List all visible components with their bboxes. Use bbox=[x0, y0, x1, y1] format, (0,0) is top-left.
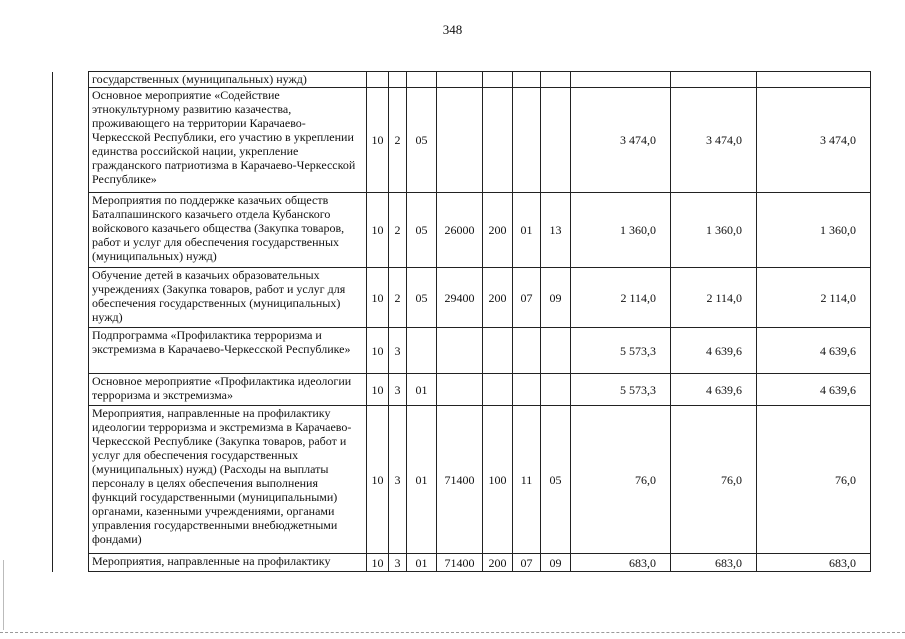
cell-code: 10 bbox=[367, 88, 389, 193]
cell-code bbox=[541, 374, 571, 406]
cell-code: 09 bbox=[541, 268, 571, 328]
table-row bbox=[53, 72, 871, 88]
table-row bbox=[53, 406, 871, 554]
cell-code: 200 bbox=[483, 554, 513, 572]
row-gutter bbox=[53, 554, 89, 572]
cell-code: 01 bbox=[513, 193, 541, 268]
cell-code bbox=[513, 88, 541, 193]
cell-amount: 1 360,0 bbox=[571, 193, 671, 268]
row-gutter bbox=[53, 328, 89, 374]
row-name: Мероприятия по поддержке казачьих обществ Баталпашинского казачьего отдела Кубанского войскового казачьего общества (Закупка товаров, работ и услуг для обеспечения государственных (муниципальных) нужд) bbox=[89, 193, 367, 268]
cell-code: 01 bbox=[407, 406, 437, 554]
cell-amount: 76,0 bbox=[671, 406, 757, 554]
cell-code bbox=[407, 328, 437, 374]
cell-code bbox=[389, 72, 407, 88]
cell-code: 3 bbox=[389, 406, 407, 554]
cell-code: 71400 bbox=[437, 554, 483, 572]
cell-code bbox=[513, 374, 541, 406]
cell-code bbox=[367, 72, 389, 88]
cell-code: 10 bbox=[367, 554, 389, 572]
table-row bbox=[53, 328, 871, 374]
row-gutter bbox=[53, 374, 89, 406]
cell-amount: 3 474,0 bbox=[571, 88, 671, 193]
budget-table bbox=[52, 71, 871, 572]
cell-amount: 4 639,6 bbox=[671, 328, 757, 374]
cell-code: 71400 bbox=[437, 406, 483, 554]
cell-code bbox=[483, 328, 513, 374]
cell-amount: 1 360,0 bbox=[757, 193, 871, 268]
cell-code: 10 bbox=[367, 374, 389, 406]
cell-code: 01 bbox=[407, 374, 437, 406]
row-name: государственных (муниципальных) нужд) bbox=[89, 72, 367, 88]
cell-code: 09 bbox=[541, 554, 571, 572]
cell-code: 13 bbox=[541, 193, 571, 268]
table-row bbox=[53, 268, 871, 328]
cell-code: 2 bbox=[389, 268, 407, 328]
row-name: Мероприятия, направленные на профилактику идеологии терроризма и экстремизма в Карачаево-Черкесской Республике (Закупка товаров, работ и услуг для обеспечения государственных (муниципальных) нужд) (Расходы на выплаты персоналу в целях обеспечения выполнения функций государственными (муниципальными) органами, казенными учреждениями, органами управления государственными внебюджетными фондами) bbox=[89, 406, 367, 554]
cell-code bbox=[483, 88, 513, 193]
cell-code: 10 bbox=[367, 193, 389, 268]
cell-code bbox=[437, 72, 483, 88]
cell-code bbox=[483, 374, 513, 406]
row-name: Мероприятия, направленные на профилактику bbox=[89, 554, 367, 572]
cell-code: 26000 bbox=[437, 193, 483, 268]
cell-code bbox=[437, 88, 483, 193]
cell-code: 2 bbox=[389, 88, 407, 193]
cell-code bbox=[483, 72, 513, 88]
table-row bbox=[53, 88, 871, 193]
row-gutter bbox=[53, 268, 89, 328]
row-name: Обучение детей в казачьих образовательных учреждениях (Закупка товаров, работ и услуг для обеспечения государственных (муниципальных) нужд) bbox=[89, 268, 367, 328]
cell-code bbox=[437, 328, 483, 374]
cell-code: 01 bbox=[407, 554, 437, 572]
row-name: Основное мероприятие «Профилактика идеологии терроризма и экстремизма» bbox=[89, 374, 367, 406]
cell-code: 11 bbox=[513, 406, 541, 554]
cell-code: 05 bbox=[407, 268, 437, 328]
page-number: 348 bbox=[442, 22, 463, 37]
cell-amount: 4 639,6 bbox=[671, 374, 757, 406]
cell-amount bbox=[671, 72, 757, 88]
cell-amount: 683,0 bbox=[571, 554, 671, 572]
cell-code: 29400 bbox=[437, 268, 483, 328]
cell-code: 200 bbox=[483, 193, 513, 268]
cell-amount: 2 114,0 bbox=[571, 268, 671, 328]
row-gutter bbox=[53, 406, 89, 554]
scan-bottom-edge bbox=[0, 632, 905, 633]
cell-amount: 683,0 bbox=[757, 554, 871, 572]
cell-code: 10 bbox=[367, 268, 389, 328]
cell-code bbox=[541, 88, 571, 193]
cell-code bbox=[541, 328, 571, 374]
cell-code: 05 bbox=[541, 406, 571, 554]
row-name: Подпрограмма «Профилактика терроризма и экстремизма в Карачаево-Черкесской Республике» bbox=[89, 328, 367, 374]
cell-amount bbox=[757, 72, 871, 88]
cell-amount: 3 474,0 bbox=[671, 88, 757, 193]
cell-code: 3 bbox=[389, 554, 407, 572]
cell-code: 10 bbox=[367, 406, 389, 554]
cell-code: 2 bbox=[389, 193, 407, 268]
cell-amount: 5 573,3 bbox=[571, 328, 671, 374]
cell-code: 200 bbox=[483, 268, 513, 328]
cell-code: 05 bbox=[407, 88, 437, 193]
row-gutter bbox=[53, 72, 89, 88]
cell-code: 10 bbox=[367, 328, 389, 374]
cell-code: 3 bbox=[389, 328, 407, 374]
cell-amount: 3 474,0 bbox=[757, 88, 871, 193]
cell-amount: 683,0 bbox=[671, 554, 757, 572]
cell-amount: 5 573,3 bbox=[571, 374, 671, 406]
cell-amount: 1 360,0 bbox=[671, 193, 757, 268]
cell-amount: 4 639,6 bbox=[757, 328, 871, 374]
cell-code bbox=[407, 72, 437, 88]
cell-amount: 76,0 bbox=[571, 406, 671, 554]
table-row bbox=[53, 554, 871, 572]
cell-amount bbox=[571, 72, 671, 88]
cell-code: 05 bbox=[407, 193, 437, 268]
table-row bbox=[53, 374, 871, 406]
cell-code bbox=[541, 72, 571, 88]
cell-code bbox=[437, 374, 483, 406]
cell-code bbox=[513, 328, 541, 374]
scan-edge-line bbox=[3, 560, 4, 630]
cell-code: 07 bbox=[513, 268, 541, 328]
cell-code: 3 bbox=[389, 374, 407, 406]
cell-amount: 2 114,0 bbox=[757, 268, 871, 328]
row-gutter bbox=[53, 193, 89, 268]
row-gutter bbox=[53, 88, 89, 193]
cell-code: 100 bbox=[483, 406, 513, 554]
cell-amount: 76,0 bbox=[757, 406, 871, 554]
table-row bbox=[53, 193, 871, 268]
cell-code bbox=[513, 72, 541, 88]
cell-amount: 2 114,0 bbox=[671, 268, 757, 328]
cell-amount: 4 639,6 bbox=[757, 374, 871, 406]
row-name: Основное мероприятие «Содействие этнокультурному развитию казачества, проживающего на территории Карачаево-Черкесской Республики, его участию в укреплении единства российской нации, укрепление гражданского патриотизма в Карачаево-Черкесской Республике» bbox=[89, 88, 367, 193]
cell-code: 07 bbox=[513, 554, 541, 572]
